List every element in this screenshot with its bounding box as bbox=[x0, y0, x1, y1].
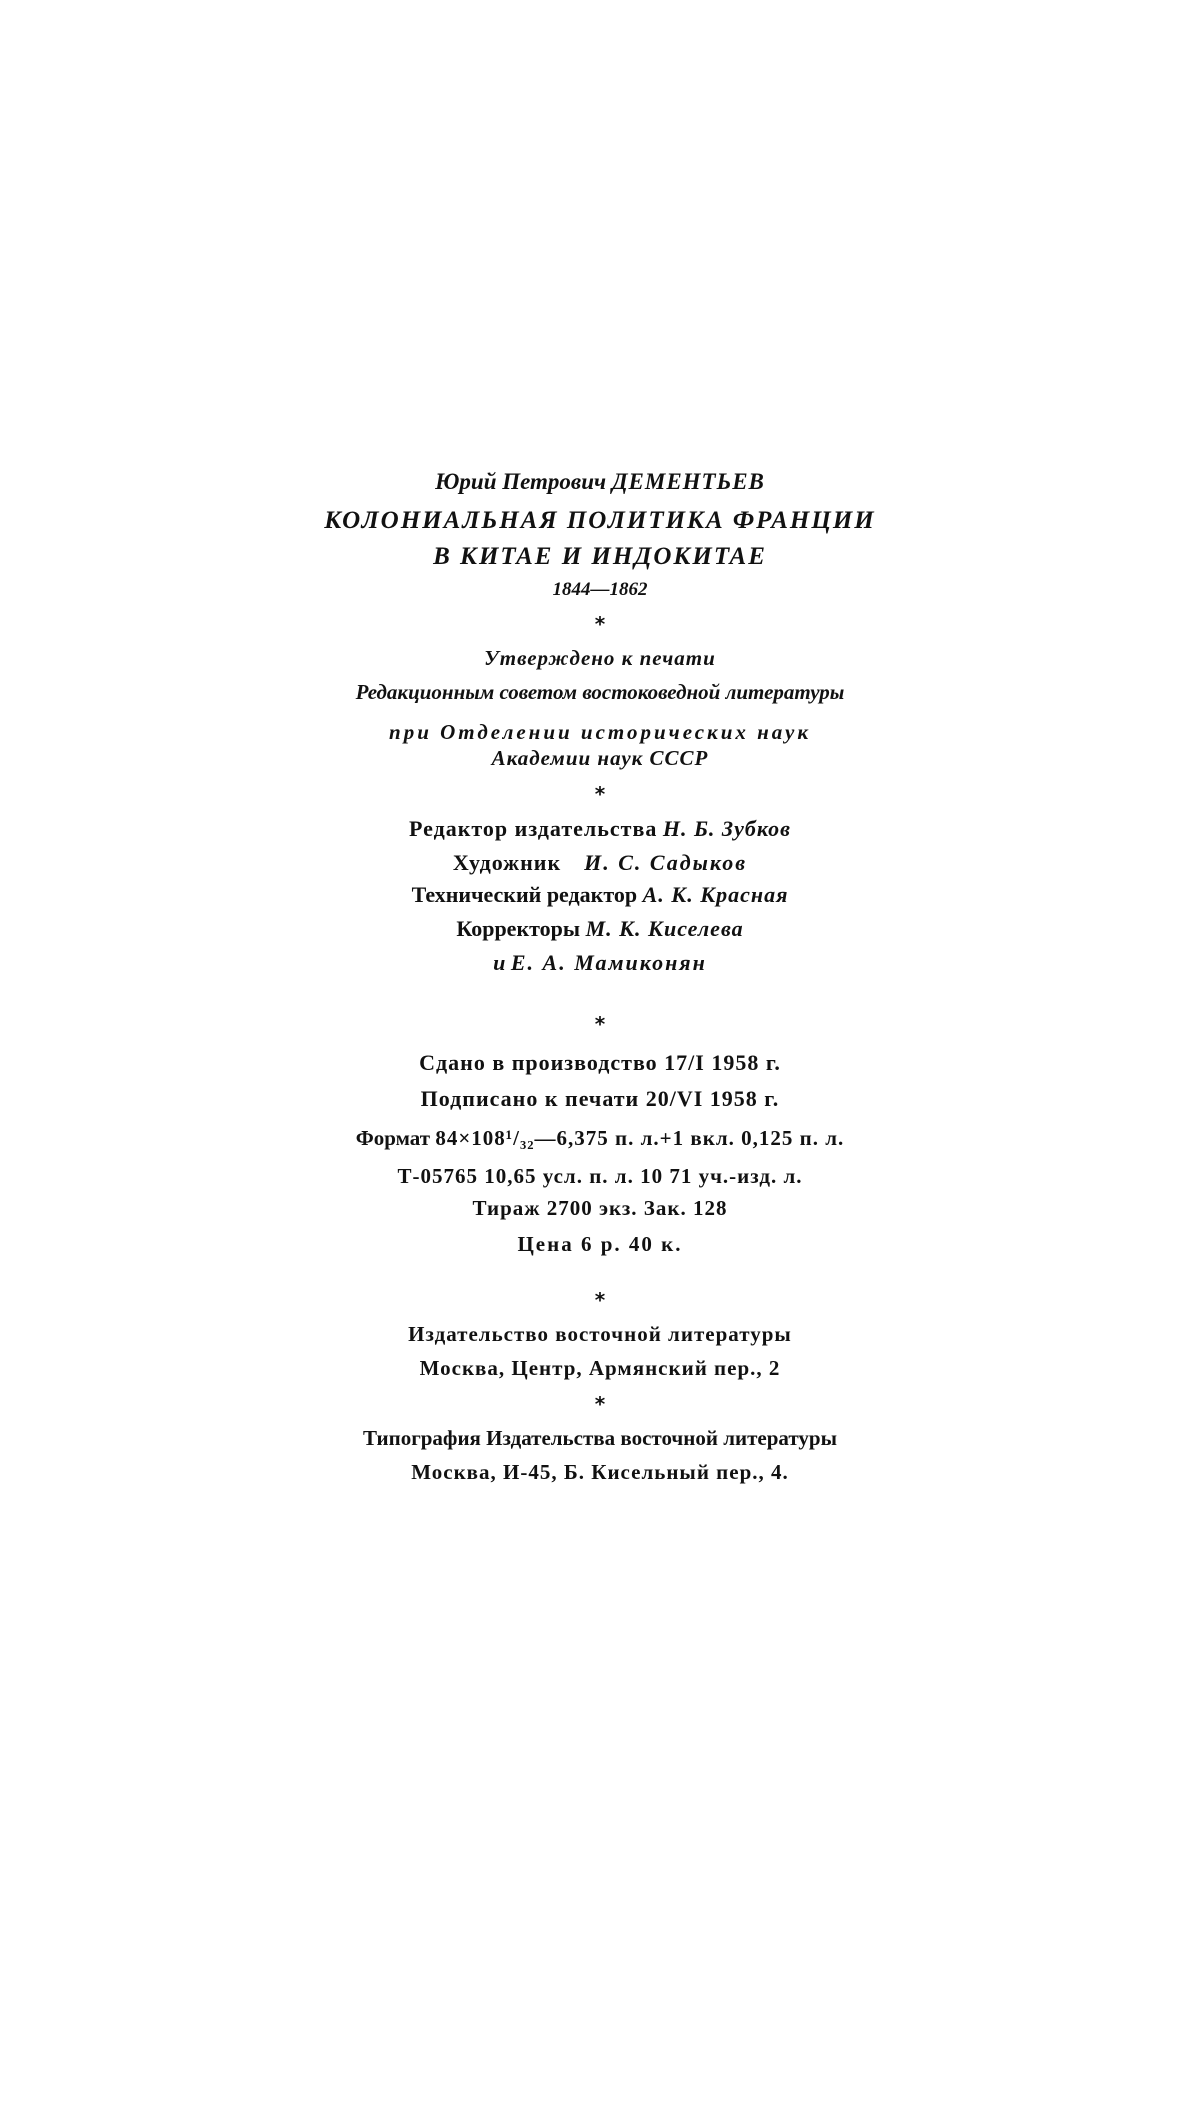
proofreaders-line bbox=[0, 918, 1200, 940]
submitted-line: Сдано в производство 17/I 1958 г. bbox=[419, 1050, 781, 1075]
format-label: Формат bbox=[355, 1126, 431, 1150]
signed-line: Подписано к печати 20/VI 1958 г. bbox=[420, 1086, 780, 1111]
proofreader-name-1: М. К. Киселева bbox=[585, 916, 744, 941]
tech-editor-name: А. К. Красная bbox=[642, 882, 789, 907]
book-title-line-2: В КИТАЕ И ИНДОКИТАЕ bbox=[433, 543, 767, 570]
tech-editor-line bbox=[0, 884, 1200, 906]
separator-star: * bbox=[594, 1012, 606, 1036]
separator-star: * bbox=[594, 612, 606, 636]
proofreader-name-2: Е. А. Мамиконян bbox=[510, 950, 707, 975]
approval-line-2: Редакционным советом востоковедной литературы bbox=[355, 680, 845, 704]
sheets-line: Т-05765 10,65 усл. п. л. 10 71 уч.-изд. л. bbox=[397, 1164, 803, 1188]
separator-star: * bbox=[594, 782, 606, 806]
publisher-address: Москва, Центр, Армянский пер., 2 bbox=[419, 1356, 781, 1380]
separator-star: * bbox=[594, 1288, 606, 1312]
price-line: Цена 6 р. 40 к. bbox=[517, 1232, 683, 1256]
approval-line-4: Академии наук СССР bbox=[491, 746, 709, 770]
author-line bbox=[0, 470, 1200, 493]
publisher-name: Издательство восточной литературы bbox=[408, 1322, 792, 1346]
author-first-name: Юрий Петрович bbox=[435, 469, 607, 494]
format-line bbox=[0, 1128, 1200, 1149]
proofreaders-line-2 bbox=[0, 952, 1200, 974]
editor-line bbox=[0, 818, 1200, 840]
approval-line-1: Утверждено к печати bbox=[484, 646, 716, 670]
printer-address: Москва, И-45, Б. Кисельный пер., 4. bbox=[411, 1460, 789, 1484]
format-value: 84×108¹/₃₂—6,375 п. л.+1 вкл. 0,125 п. л. bbox=[435, 1126, 845, 1150]
separator-star: * bbox=[594, 1392, 606, 1416]
artist-name: И. С. Садыков bbox=[584, 850, 748, 875]
proofreaders-label: Корректоры bbox=[456, 916, 581, 941]
author-last-name: ДЕМЕНТЬЕВ bbox=[611, 469, 765, 494]
book-title-line-1: КОЛОНИАЛЬНАЯ ПОЛИТИКА ФРАНЦИИ bbox=[324, 507, 876, 534]
approval-line-3: при Отделении исторических наук bbox=[389, 720, 811, 744]
artist-line bbox=[0, 852, 1200, 874]
editor-label: Редактор издательства bbox=[408, 816, 658, 841]
printer-name: Типография Издательства восточной литературы bbox=[363, 1426, 837, 1450]
print-run-line: Тираж 2700 экз. Зак. 128 bbox=[472, 1196, 728, 1220]
artist-label: Художник bbox=[452, 850, 562, 875]
proofreaders-and: и bbox=[493, 950, 506, 975]
book-years: 1844—1862 bbox=[552, 579, 648, 600]
editor-name: Н. Б. Зубков bbox=[662, 816, 792, 841]
tech-editor-label: Технический редактор bbox=[411, 882, 638, 907]
